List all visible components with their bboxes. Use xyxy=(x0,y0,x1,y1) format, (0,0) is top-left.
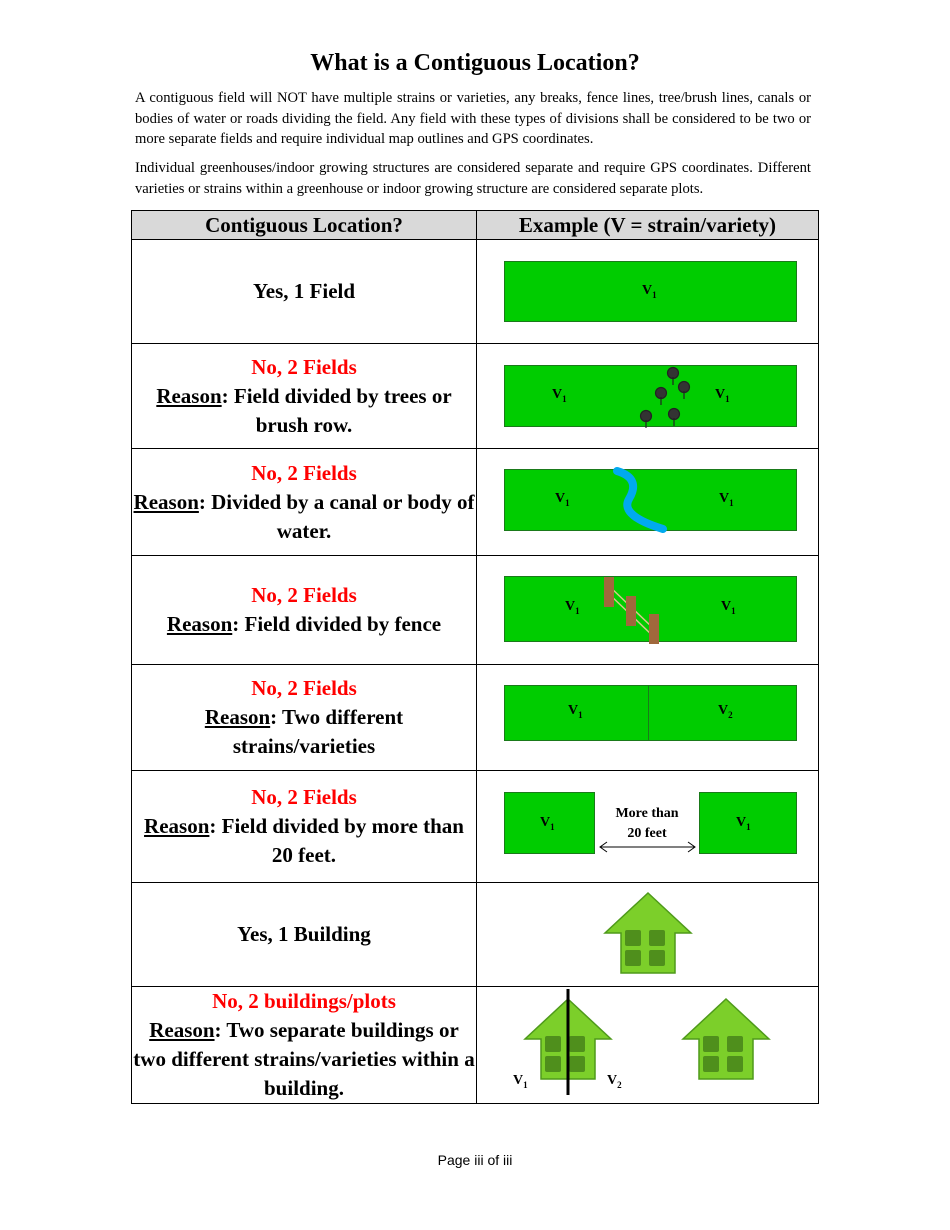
tree-row-drawing xyxy=(477,344,820,449)
variety-label-v1-left: $V_1$ xyxy=(540,815,555,832)
tree-icon xyxy=(679,382,690,400)
example-cell-trees xyxy=(477,344,819,449)
answer-no-2-buildings: No, 2 buildings/plots xyxy=(212,989,396,1013)
reason-label: Reason xyxy=(204,705,271,729)
variety-label-v1: $V_1$ xyxy=(513,1073,528,1090)
answer-yes-1-field: Yes, 1 Field xyxy=(252,279,356,303)
table-row xyxy=(132,449,819,556)
answer-cell xyxy=(132,449,477,556)
page-number-footer: Page iii of iii xyxy=(437,1152,513,1168)
answer-yes-1-building: Yes, 1 Building xyxy=(237,922,371,946)
gap-arrow xyxy=(477,771,820,883)
example-cell-single-field xyxy=(477,240,819,344)
example-cell-canal xyxy=(477,449,819,556)
header-contiguous-location: Contiguous Location? xyxy=(132,211,477,240)
variety-label-v1-left: $V_1$ xyxy=(552,387,567,404)
answer-no-2-fields: No, 2 Fields xyxy=(251,354,357,379)
answer-no-2-fields: No, 2 Fields xyxy=(251,676,357,700)
table-row xyxy=(132,344,819,449)
tree-icon xyxy=(668,368,679,386)
variety-label-v1-right: $V_1$ xyxy=(736,815,751,832)
table-row xyxy=(132,665,819,771)
fence-drawing xyxy=(477,556,820,665)
building-house-icon xyxy=(477,883,820,987)
reason-text: : Two different strains/varieties xyxy=(232,705,404,758)
reason-text: : Field divided by trees or brush row. xyxy=(221,383,452,437)
answer-cell xyxy=(132,344,477,449)
page-title: What is a Contiguous Location? xyxy=(310,50,640,76)
table-row xyxy=(132,556,819,665)
answer-cell xyxy=(132,556,477,665)
example-cell-two-buildings xyxy=(477,987,819,1104)
answer-no-2-fields: No, 2 Fields xyxy=(251,460,357,485)
variety-label-v2: $V_2$ xyxy=(718,703,733,720)
table-row xyxy=(132,883,819,987)
tree-icon xyxy=(669,409,680,427)
variety-label-v1-right: $V_1$ xyxy=(719,491,734,508)
intro-paragraph-contiguous: A contiguous field will NOT have multiple strains or varieties, any breaks, fence lines, tree/brush lines, canals or bodies of water or roads dividing the field. Any field with these types of divisions shall be considered to be two or more separate fields and require individual map outlines and GPS coordinates. xyxy=(135,90,811,147)
reason-label: Reason xyxy=(166,612,233,636)
example-cell-two-strains xyxy=(477,665,819,771)
variety-label-v1: $V_1$ xyxy=(568,703,583,720)
variety-label-v1-right: $V_1$ xyxy=(721,599,736,616)
gap-distance-label: More than 20 feet xyxy=(615,806,679,841)
variety-label-v1-left: $V_1$ xyxy=(565,599,580,616)
answer-cell xyxy=(132,240,477,344)
table-row xyxy=(132,987,819,1104)
answer-no-2-fields: No, 2 Fields xyxy=(251,785,357,809)
reason-label: Reason xyxy=(156,383,222,408)
answer-cell xyxy=(132,883,477,987)
answer-no-2-fields: No, 2 Fields xyxy=(251,583,357,607)
table-row xyxy=(132,240,819,344)
table-header-row xyxy=(132,211,819,240)
example-cell-20-feet-gap xyxy=(477,771,819,883)
table-row xyxy=(132,771,819,883)
canal-water-drawing xyxy=(477,449,820,556)
contiguous-location-table xyxy=(131,210,819,1104)
answer-cell xyxy=(132,771,477,883)
answer-cell xyxy=(132,987,477,1104)
variety-label-v1: $V_1$ xyxy=(642,283,657,300)
tree-icon xyxy=(656,388,667,406)
reason-text: : Field divided by more than 20 feet. xyxy=(209,814,464,867)
variety-label-v2: $V_2$ xyxy=(607,1073,622,1090)
variety-label-v1-right: $V_1$ xyxy=(715,387,730,404)
intro-paragraph-greenhouses: Individual greenhouses/indoor growing structures are considered separate and require GPS coordinates. Different varieties or strains within a greenhouse or indoor growing structure are considered separate plots. xyxy=(135,160,811,197)
reason-label: Reason xyxy=(144,814,210,838)
reason-text: : Field divided by fence xyxy=(232,612,442,636)
header-example: Example (V = strain/variety) xyxy=(477,211,819,240)
building-house-icon xyxy=(683,999,769,1079)
example-cell-fence xyxy=(477,556,819,665)
answer-cell xyxy=(132,665,477,771)
two-buildings-drawing xyxy=(477,987,820,1102)
reason-label: Reason xyxy=(133,489,199,514)
reason-text: : Divided by a canal or body of water. xyxy=(198,489,475,543)
reason-label: Reason xyxy=(149,1018,215,1042)
example-cell-single-building xyxy=(477,883,819,987)
reason-text: : Two separate buildings or two different strains/varieties within a building. xyxy=(133,1018,475,1100)
tree-icon xyxy=(641,411,652,429)
variety-label-v1-left: $V_1$ xyxy=(555,491,570,508)
